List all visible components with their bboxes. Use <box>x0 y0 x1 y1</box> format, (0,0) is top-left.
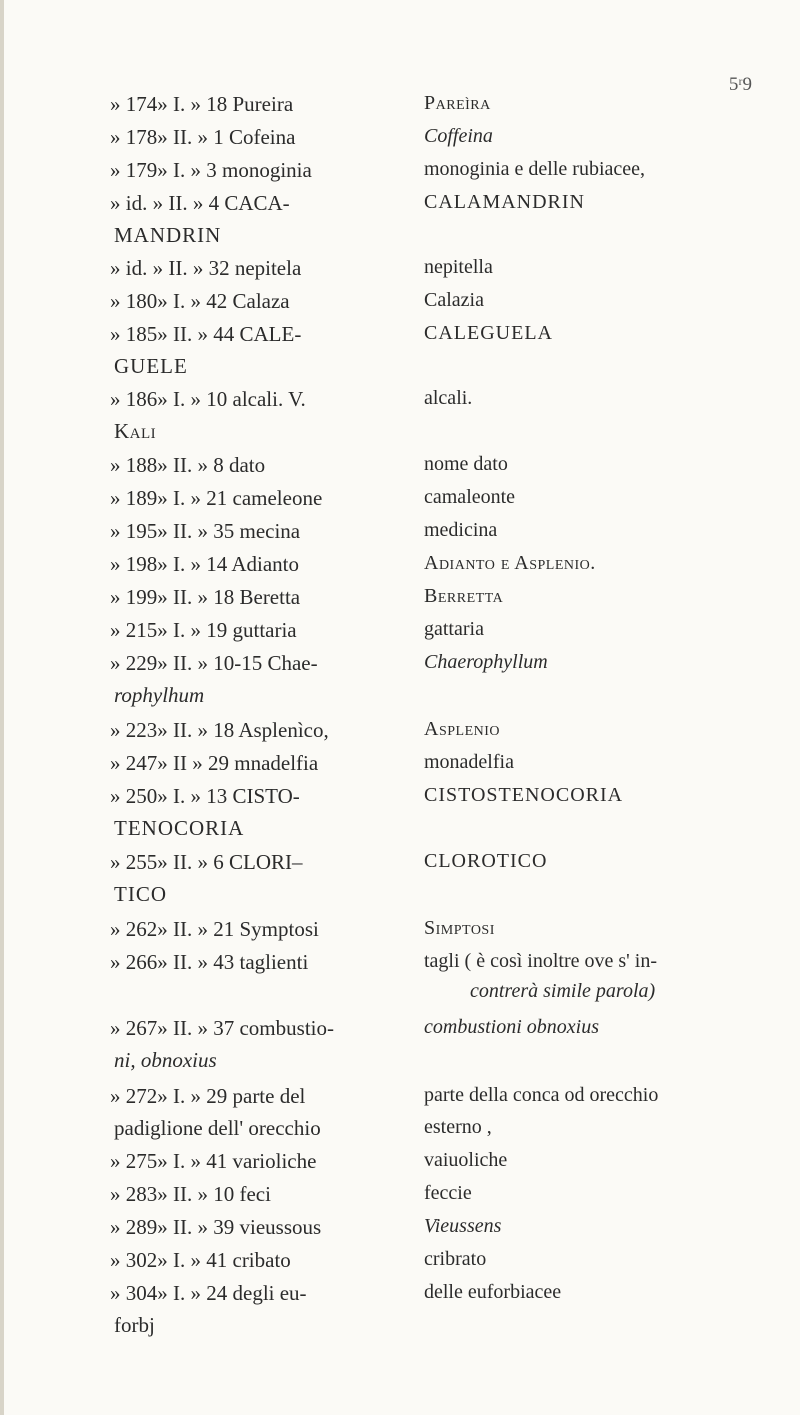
errata-correction: monoginia e delle rubiacee, <box>424 158 646 180</box>
errata-original-continuation: TENOCORIA <box>114 816 245 840</box>
errata-correction: CALAMANDRIN <box>424 191 585 213</box>
errata-correction: Calazia <box>424 289 484 311</box>
errata-original: » 229» II. » 10-15 Chae- <box>110 651 318 675</box>
errata-correction: Adianto e Asplenio. <box>424 552 596 574</box>
errata-correction: combustioni obnoxius <box>424 1016 599 1038</box>
errata-correction: Chaerophyllum <box>424 651 548 673</box>
errata-correction-continuation: contrerà simile parola) <box>470 980 656 1002</box>
errata-correction: nome dato <box>424 453 508 475</box>
errata-correction: medicina <box>424 519 498 541</box>
errata-correction: CALEGUELA <box>424 322 553 344</box>
errata-original: » 266» II. » 43 taglienti <box>110 950 309 974</box>
errata-correction: alcali. <box>424 387 473 409</box>
errata-original: » 188» II. » 8 dato <box>110 453 266 477</box>
errata-original: » 215» I. » 19 guttaria <box>110 618 297 642</box>
errata-correction: vaiuoliche <box>424 1149 508 1171</box>
errata-original: » 247» II » 29 mnadelfia <box>110 751 319 775</box>
errata-original: » 289» II. » 39 vieussous <box>110 1215 322 1239</box>
errata-correction: tagli ( è così inoltre ove s' in- <box>424 950 657 972</box>
errata-original-continuation: GUELE <box>114 354 188 378</box>
errata-original: » 304» I. » 24 degli eu- <box>110 1281 307 1305</box>
errata-original: » id. » II. » 4 CACA- <box>110 191 290 215</box>
errata-original-continuation: Kali <box>114 419 157 443</box>
errata-original: » 302» I. » 41 cribato <box>110 1248 291 1272</box>
errata-original: » id. » II. » 32 nepitela <box>110 256 302 280</box>
errata-correction: monadelfia <box>424 751 514 773</box>
errata-original: » 179» I. » 3 monoginia <box>110 158 312 182</box>
errata-correction: nepitella <box>424 256 493 278</box>
errata-correction-continuation: esterno , <box>424 1116 492 1138</box>
errata-original: » 283» II. » 10 feci <box>110 1182 271 1206</box>
errata-original: » 189» I. » 21 cameleone <box>110 486 323 510</box>
errata-correction: Coffeina <box>424 125 493 147</box>
errata-correction: parte della conca od orecchio <box>424 1084 659 1106</box>
errata-correction: Simptosi <box>424 917 495 939</box>
errata-correction: Asplenio <box>424 718 501 740</box>
errata-original: » 174» I. » 18 Pureira <box>110 92 294 116</box>
errata-original: » 255» II. » 6 CLORI– <box>110 850 303 874</box>
errata-original: » 250» I. » 13 CISTO- <box>110 784 300 808</box>
errata-original-continuation: rophylhum <box>114 683 205 707</box>
errata-original: » 185» II. » 44 CALE- <box>110 322 302 346</box>
errata-original: » 272» I. » 29 parte del <box>110 1084 306 1108</box>
page-number: 5ʳ9 <box>728 74 752 95</box>
errata-correction: gattaria <box>424 618 484 640</box>
errata-correction: delle euforbiacee <box>424 1281 562 1303</box>
errata-correction: cribrato <box>424 1248 487 1270</box>
errata-original: » 178» II. » 1 Cofeina <box>110 125 296 149</box>
errata-correction: Pareìra <box>424 92 491 114</box>
errata-original: » 267» II. » 37 combustio- <box>110 1016 334 1040</box>
errata-original-continuation: padiglione dell' orecchio <box>114 1116 321 1140</box>
errata-original: » 186» I. » 10 alcali. V. <box>110 387 306 411</box>
errata-original: » 195» II. » 35 mecina <box>110 519 301 543</box>
errata-original-continuation: ni, obnoxius <box>114 1048 217 1072</box>
errata-original: » 199» II. » 18 Beretta <box>110 585 301 609</box>
errata-correction: CISTOSTENOCORIA <box>424 784 624 806</box>
errata-original: » 275» I. » 41 varioliche <box>110 1149 317 1173</box>
binding-edge <box>0 0 4 1415</box>
errata-original-continuation: MANDRIN <box>114 223 222 247</box>
errata-correction: Berretta <box>424 585 504 607</box>
errata-original: » 198» I. » 14 Adianto <box>110 552 299 576</box>
errata-original-continuation: forbj <box>114 1313 155 1337</box>
errata-original-continuation: TICO <box>114 882 167 906</box>
errata-original: » 223» II. » 18 Asplenìco, <box>110 718 329 742</box>
errata-original: » 262» II. » 21 Symptosi <box>110 917 319 941</box>
errata-original: » 180» I. » 42 Calaza <box>110 289 290 313</box>
errata-correction: feccie <box>424 1182 472 1204</box>
errata-correction: Vieussens <box>424 1215 502 1237</box>
errata-correction: camaleonte <box>424 486 516 508</box>
errata-correction: CLOROTICO <box>424 850 548 872</box>
